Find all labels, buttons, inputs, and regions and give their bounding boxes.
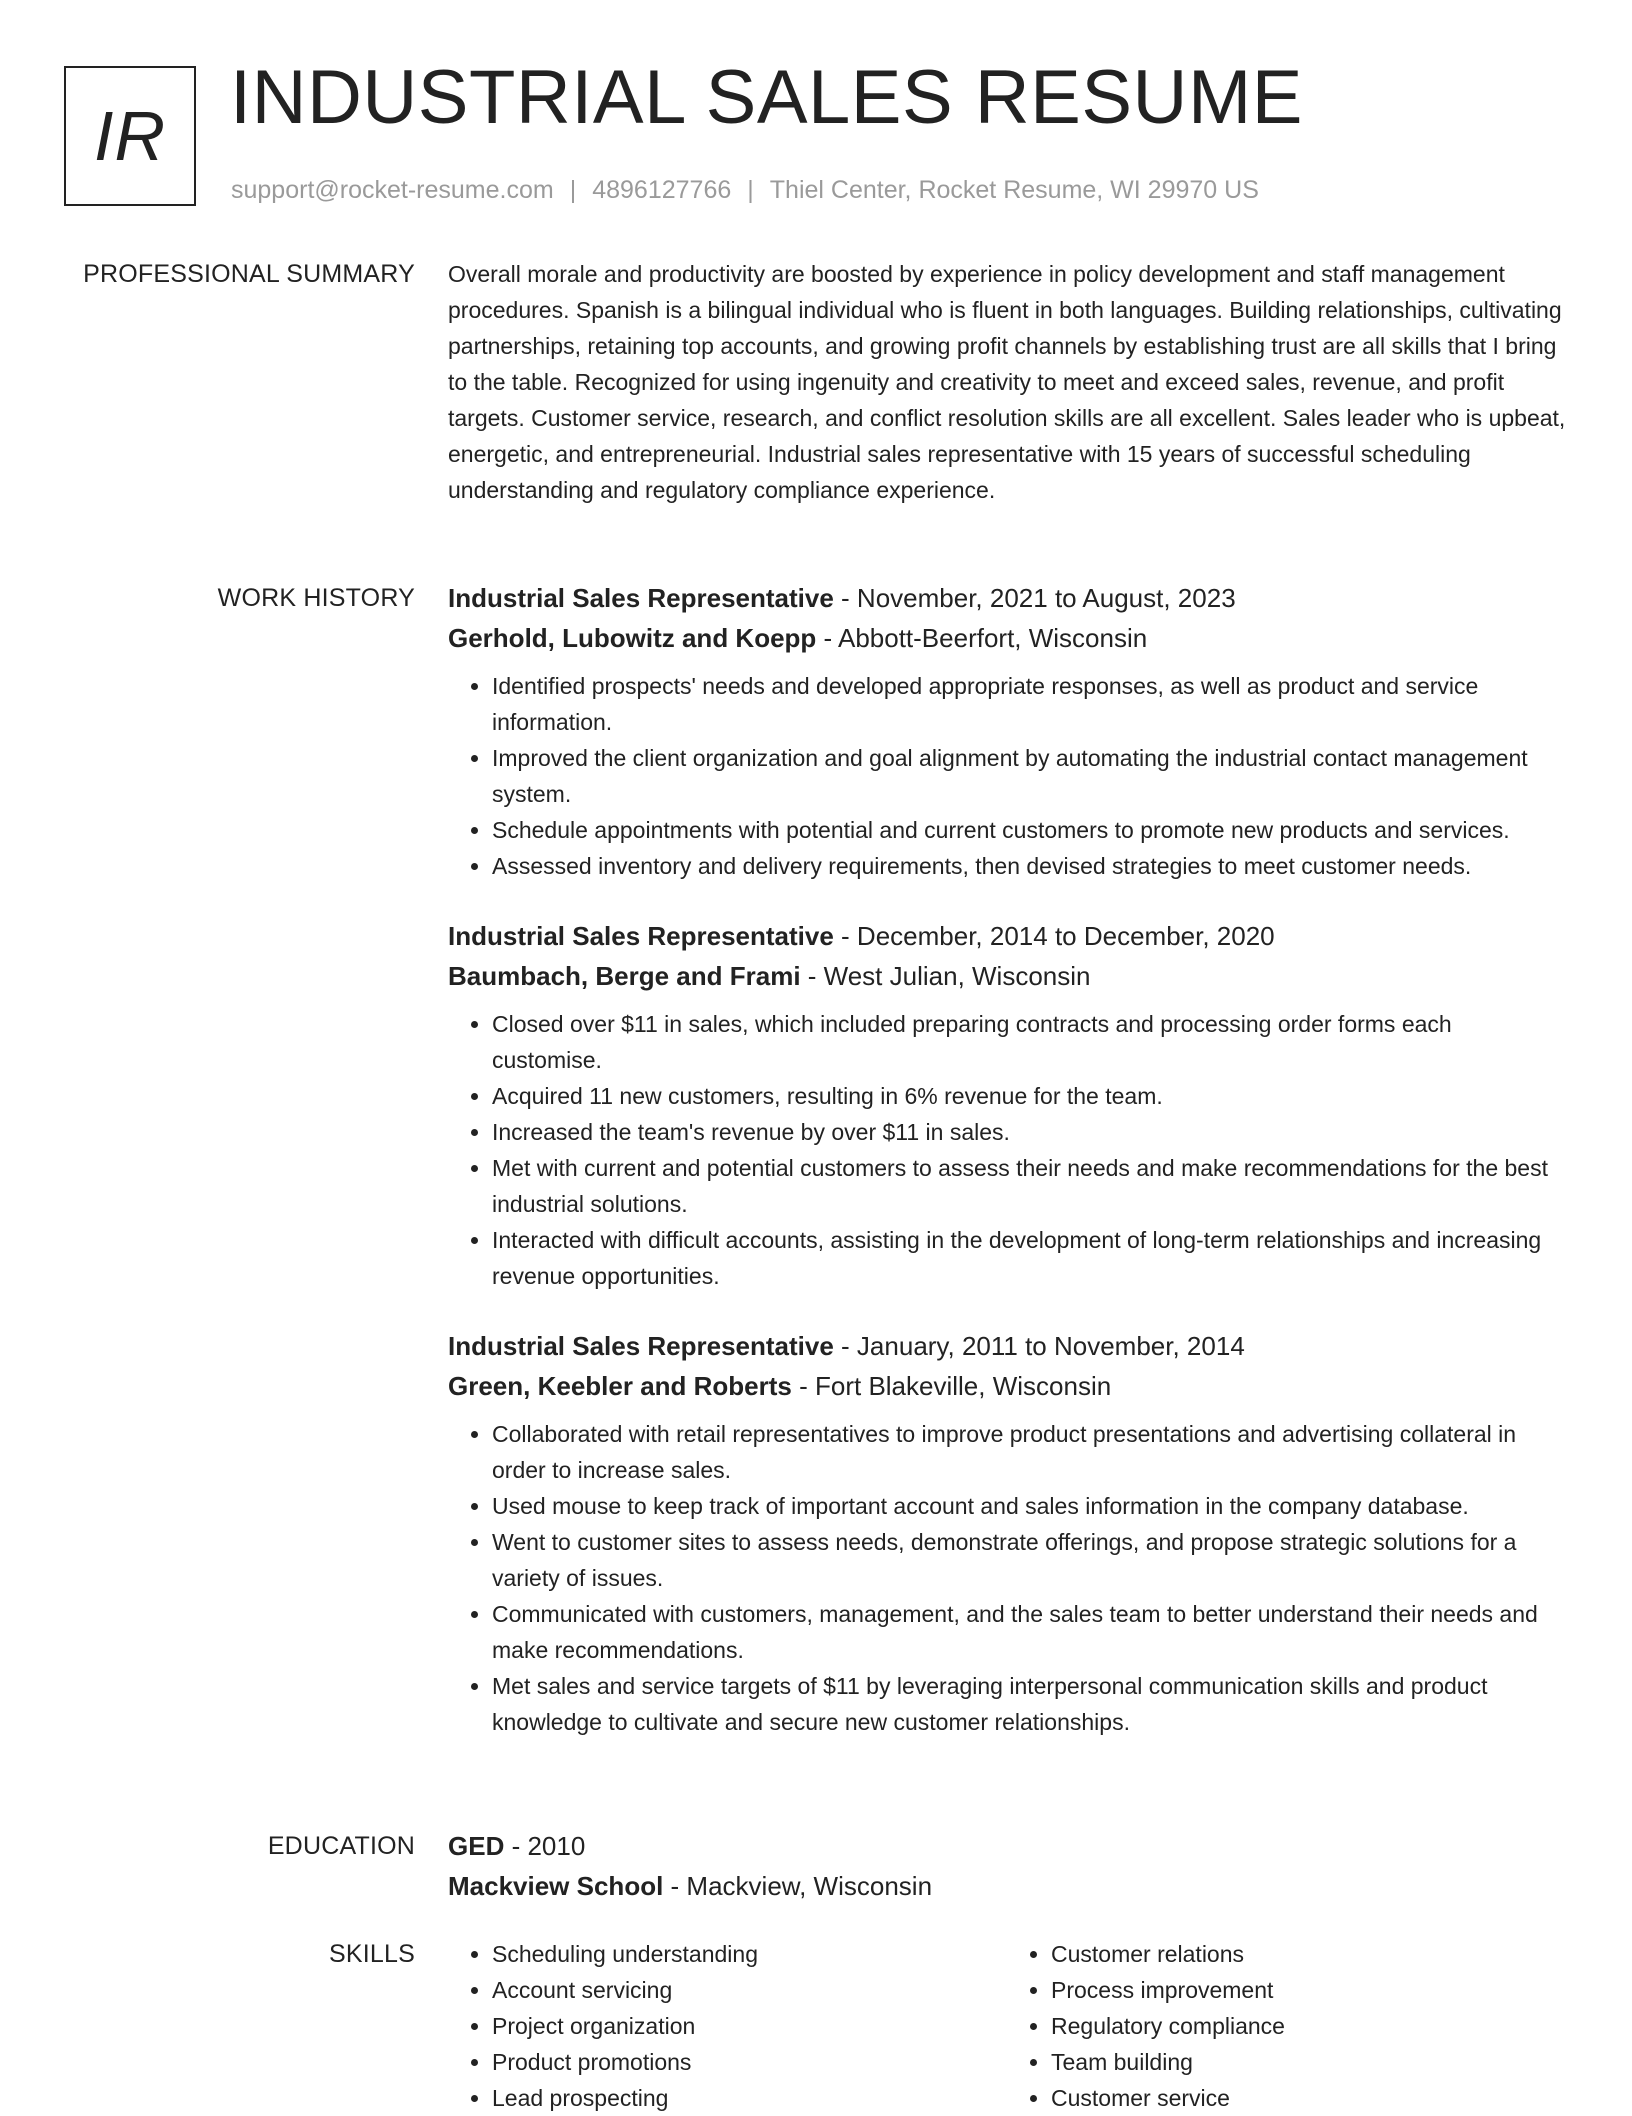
job-entry	[448, 1326, 1566, 1740]
job-bullet: • Assessed inventory and delivery requirements, then devised strategies to meet customer needs.	[492, 848, 1566, 884]
skill-item: • Product promotions	[492, 2044, 1007, 2080]
job-bullets	[448, 668, 1566, 884]
job-title-line	[448, 1326, 1566, 1366]
education-body	[448, 1826, 1566, 1906]
job-bullet: • Closed over $11 in sales, which included preparing contracts and processing order forms each customise.	[492, 1006, 1566, 1078]
job-entry	[448, 916, 1566, 1294]
contact-separator: |	[747, 176, 754, 204]
job-location: - Abbott-Beerfort, Wisconsin	[816, 623, 1148, 653]
job-company: Green, Keebler and Roberts	[448, 1371, 792, 1401]
contact-line	[231, 176, 1259, 205]
job-company: Baumbach, Berge and Frami	[448, 961, 801, 991]
job-company-line	[448, 956, 1566, 996]
contact-phone: 4896127766	[592, 176, 732, 204]
monogram-initials: IR	[94, 97, 166, 175]
skill-item: • Lead prospecting	[492, 2080, 1007, 2116]
job-bullets	[448, 1006, 1566, 1294]
job-bullet: • Schedule appointments with potential and current customers to promote new products and services.	[492, 812, 1566, 848]
job-title: Industrial Sales Representative	[448, 921, 834, 951]
job-bullet: • Acquired 11 new customers, resulting in 6% revenue for the team.	[492, 1078, 1566, 1114]
job-location: - Fort Blakeville, Wisconsin	[791, 1371, 1112, 1401]
jobs-list	[448, 578, 1566, 1740]
skills-body	[448, 1936, 1566, 2116]
skill-item: • Regulatory compliance	[1051, 2008, 1566, 2044]
work-history-body	[448, 578, 1566, 1740]
job-bullet: • Went to customer sites to assess needs, demonstrate offerings, and propose strategic solutions for a variety of issues.	[492, 1524, 1566, 1596]
skill-item: • Customer relations	[1051, 1936, 1566, 1972]
section-heading-summary: PROFESSIONAL SUMMARY	[83, 260, 415, 288]
skills-columns	[448, 1936, 1566, 2116]
job-dates: - November, 2021 to August, 2023	[833, 583, 1236, 613]
job-bullet: • Used mouse to keep track of important account and sales information in the company database.	[492, 1488, 1566, 1524]
section-heading-skills: SKILLS	[329, 1940, 415, 1968]
education-year: - 2010	[504, 1831, 586, 1861]
job-company-line	[448, 1366, 1566, 1406]
job-title: Industrial Sales Representative	[448, 583, 834, 613]
skills-list-left	[448, 1936, 1007, 2116]
job-bullet: • Communicated with customers, management, and the sales team to better understand their needs and make recommendations.	[492, 1596, 1566, 1668]
education-school: Mackview School	[448, 1871, 664, 1901]
skill-item: • Project organization	[492, 2008, 1007, 2044]
education-degree: GED	[448, 1831, 505, 1861]
job-entry	[448, 578, 1566, 884]
skill-item: • Scheduling understanding	[492, 1936, 1007, 1972]
contact-address: Thiel Center, Rocket Resume, WI 29970 US	[769, 176, 1259, 204]
job-title: Industrial Sales Representative	[448, 1331, 834, 1361]
job-title-line	[448, 578, 1566, 618]
education-location: - Mackview, Wisconsin	[663, 1871, 933, 1901]
job-bullet: • Identified prospects' needs and developed appropriate responses, as well as product and service information.	[492, 668, 1566, 740]
job-bullet: • Improved the client organization and goal alignment by automating the industrial contact management system.	[492, 740, 1566, 812]
section-heading-work-history: WORK HISTORY	[217, 584, 415, 612]
skill-item: • Customer service	[1051, 2080, 1566, 2116]
job-bullet: • Met sales and service targets of $11 by leveraging interpersonal communication skills and product knowledge to cultivate and secure new customer relationships.	[492, 1668, 1566, 1740]
job-bullets	[448, 1416, 1566, 1740]
skill-item: • Account servicing	[492, 1972, 1007, 2008]
contact-separator: |	[569, 176, 577, 204]
job-title-line	[448, 916, 1566, 956]
education-degree-line	[448, 1826, 1566, 1866]
section-heading-education: EDUCATION	[267, 1832, 415, 1860]
job-dates: - January, 2011 to November, 2014	[833, 1331, 1245, 1361]
contact-email: support@rocket-resume.com	[231, 176, 554, 204]
summary-text: Overall morale and productivity are boosted by experience in policy development and staff management procedures. Spanish is a bilingual individual who is fluent in both languages. Building relationships, cultivating partnerships, retaining top accounts, and growing profit channels by establishing trust are all skills that I bring to the table. Recognized for using ingenuity and creativity to meet and exceed sales, revenue, and profit targets. Customer service, research, and conflict resolution skills are all excellent. Sales leader who is upbeat, energetic, and entrepreneurial. Industrial sales representative with 15 years of successful scheduling understanding and regulatory compliance experience.	[448, 261, 1566, 503]
summary-body	[448, 256, 1566, 508]
job-bullet: • Collaborated with retail representatives to improve product presentations and advertising collateral in order to increase sales.	[492, 1416, 1566, 1488]
skills-list-right	[1007, 1936, 1566, 2116]
job-company-line	[448, 618, 1566, 658]
job-bullet: • Interacted with difficult accounts, assisting in the development of long-term relationships and increasing revenue opportunities.	[492, 1222, 1566, 1294]
education-school-line	[448, 1866, 1566, 1906]
job-bullet: • Increased the team's revenue by over $11 in sales.	[492, 1114, 1566, 1150]
resume-title: INDUSTRIAL SALES RESUME	[230, 55, 1303, 140]
skill-item: • Team building	[1051, 2044, 1566, 2080]
skill-item: • Process improvement	[1051, 1972, 1566, 2008]
job-location: - West Julian, Wisconsin	[800, 961, 1091, 991]
job-bullet: • Met with current and potential customers to assess their needs and make recommendations for the best industrial solutions.	[492, 1150, 1566, 1222]
job-company: Gerhold, Lubowitz and Koepp	[448, 623, 817, 653]
job-dates: - December, 2014 to December, 2020	[833, 921, 1275, 951]
monogram-badge	[64, 66, 196, 206]
